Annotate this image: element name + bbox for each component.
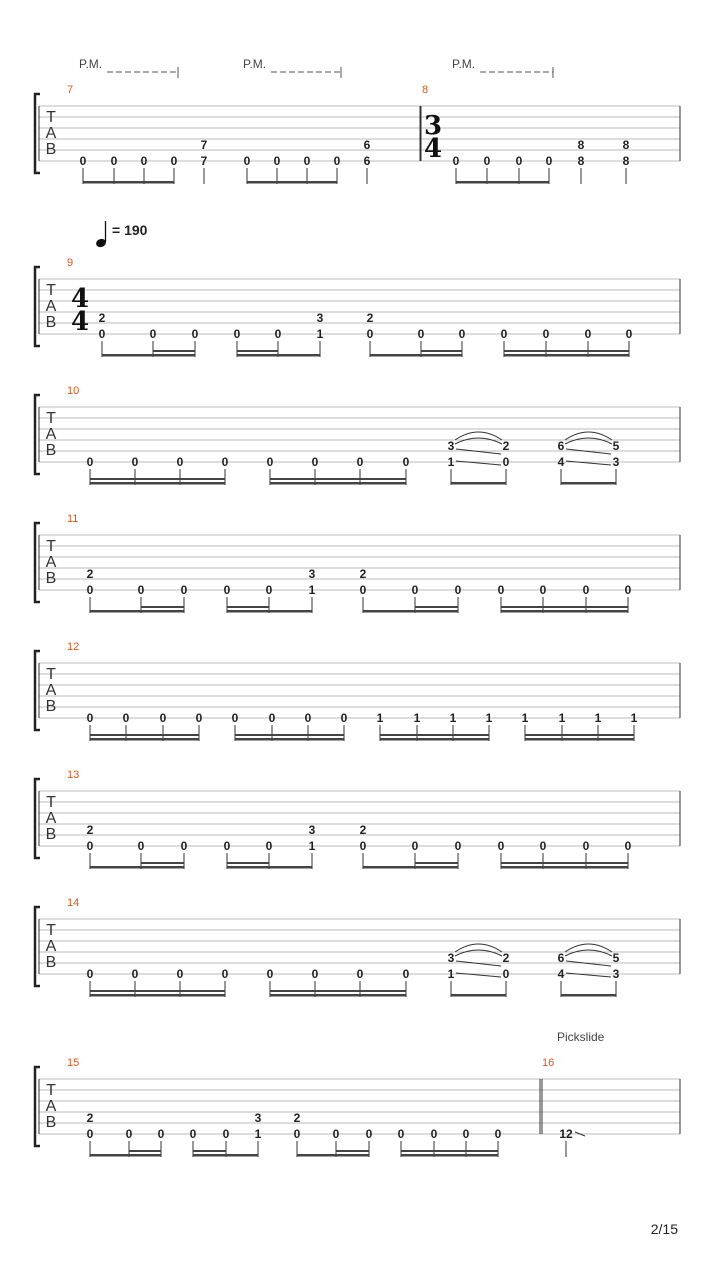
note-beam-secondary (336, 1150, 369, 1152)
fret-number: 0 (293, 1127, 301, 1141)
fret-number: 0 (265, 583, 273, 597)
fret-number: 0 (243, 154, 251, 168)
fret-number: 0 (176, 967, 184, 981)
note-beam (247, 181, 337, 184)
fret-number: 0 (340, 711, 348, 725)
note-beam (561, 482, 616, 485)
fret-number: 0 (497, 839, 505, 853)
tempo-marking: = 190 (112, 222, 148, 238)
fret-number: 0 (311, 967, 319, 981)
measure-number: 13 (67, 769, 80, 781)
measure-number: 16 (542, 1057, 555, 1069)
fret-number: 0 (417, 327, 425, 341)
tab-system (35, 513, 680, 613)
fret-number: 0 (397, 1127, 405, 1141)
time-signature-denominator: 4 (423, 134, 443, 164)
note-beam (456, 181, 549, 184)
fret-number: 0 (131, 455, 139, 469)
note-beam-secondary (504, 350, 629, 352)
fret-number: 6 (557, 439, 565, 453)
pickslide-label: Pickslide (557, 1030, 605, 1044)
fret-number: 0 (542, 327, 550, 341)
tab-system (35, 385, 680, 485)
fret-number: 0 (304, 711, 312, 725)
tab-letter: A (45, 298, 57, 315)
fret-number: 0 (86, 711, 94, 725)
tab-letter: T (46, 109, 56, 126)
note-beam-secondary (501, 606, 628, 608)
note-beam (90, 738, 199, 741)
note-beam (270, 994, 406, 997)
note-beam (525, 738, 634, 741)
note-beam-secondary (129, 1150, 161, 1152)
tab-letter: B (45, 570, 57, 587)
note-beam (90, 610, 184, 613)
fret-number: 8 (622, 138, 630, 152)
note-beam-secondary (227, 606, 269, 608)
fret-number: 0 (110, 154, 118, 168)
tab-letter: A (45, 810, 57, 827)
note-beam (90, 994, 225, 997)
fret-number: 1 (630, 711, 638, 725)
fret-number: 0 (359, 583, 367, 597)
fret-number: 7 (200, 154, 208, 168)
tab-letter: A (45, 426, 57, 443)
fret-number: 3 (612, 967, 620, 981)
tab-system (35, 257, 680, 357)
fret-number: 0 (131, 967, 139, 981)
fret-number: 3 (308, 567, 316, 581)
note-beam-secondary (380, 734, 489, 736)
fret-number: 3 (254, 1111, 262, 1125)
note-beam-secondary (90, 734, 199, 736)
measure-number: 12 (67, 641, 80, 653)
fret-number: 1 (558, 711, 566, 725)
fret-number: 0 (122, 711, 130, 725)
tab-system (35, 769, 680, 869)
tab-letter: T (46, 922, 56, 939)
note-beam (401, 1154, 498, 1157)
fret-number: 0 (515, 154, 523, 168)
fret-number: 0 (502, 967, 510, 981)
tab-letter: B (45, 826, 57, 843)
fret-number: 0 (584, 327, 592, 341)
fret-number: 1 (308, 583, 316, 597)
fret-number: 0 (500, 327, 508, 341)
fret-number: 2 (293, 1111, 301, 1125)
fret-number: 0 (79, 154, 87, 168)
note-beam (90, 1154, 161, 1157)
note-beam-secondary (90, 990, 225, 992)
fret-number: 0 (402, 455, 410, 469)
note-beam-secondary (193, 1150, 226, 1152)
note-beam-secondary (141, 606, 184, 608)
fret-number: 8 (622, 154, 630, 168)
note-beam-secondary (525, 734, 634, 736)
fret-number: 0 (274, 327, 282, 341)
fret-number: 0 (222, 1127, 230, 1141)
fret-number: 0 (157, 1127, 165, 1141)
tab-letter: T (46, 1082, 56, 1099)
palm-mute-label: P.M. (452, 57, 476, 71)
fret-number: 0 (233, 327, 241, 341)
fret-number: 0 (137, 583, 145, 597)
fret-number: 0 (231, 711, 239, 725)
fret-number: 0 (149, 327, 157, 341)
fret-number: 0 (545, 154, 553, 168)
tab-letter: A (45, 682, 57, 699)
slur (565, 944, 612, 952)
fret-number: 2 (502, 439, 510, 453)
measure-number: 11 (67, 513, 79, 525)
fret-number: 0 (265, 839, 273, 853)
note-beam (363, 866, 458, 869)
note-beam-secondary (235, 734, 344, 736)
fret-number: 0 (86, 455, 94, 469)
fret-number: 3 (316, 311, 324, 325)
fret-number: 0 (539, 583, 547, 597)
fret-number: 0 (266, 967, 274, 981)
fret-number: 0 (223, 583, 231, 597)
measure-number: 14 (67, 897, 80, 909)
note-beam (380, 738, 489, 741)
note-beam (227, 866, 312, 869)
slur (455, 432, 502, 440)
fret-number: 2 (359, 823, 367, 837)
fret-number: 0 (303, 154, 311, 168)
fret-number: 8 (577, 154, 585, 168)
tab-system (35, 641, 680, 741)
fret-number: 2 (359, 567, 367, 581)
palm-mute-label: P.M. (79, 57, 103, 71)
page-number: 2/15 (650, 1221, 678, 1237)
fret-number: 6 (557, 951, 565, 965)
fret-number: 0 (333, 154, 341, 168)
fret-number: 0 (454, 583, 462, 597)
fret-number: 1 (254, 1127, 262, 1141)
fret-number: 0 (268, 711, 276, 725)
measure-number: 8 (422, 84, 429, 96)
fret-number: 0 (452, 154, 460, 168)
note-beam (102, 354, 195, 357)
measure-number: 7 (67, 84, 74, 96)
note-beam (83, 181, 174, 184)
fret-number: 5 (612, 439, 620, 453)
note-beam-secondary (401, 1150, 498, 1152)
fret-number: 0 (539, 839, 547, 853)
note-beam-secondary (501, 862, 628, 864)
note-beam (227, 610, 312, 613)
fret-number: 0 (582, 583, 590, 597)
note-beam (363, 610, 458, 613)
fret-number: 0 (221, 967, 229, 981)
fret-number: 0 (86, 583, 94, 597)
fret-number: 2 (86, 1111, 94, 1125)
note-beam (235, 738, 344, 741)
fret-number: 2 (366, 311, 374, 325)
note-beam-secondary (153, 350, 195, 352)
note-beam (370, 354, 462, 357)
measure-number: 15 (67, 1057, 80, 1069)
fret-number: 2 (86, 567, 94, 581)
note-beam (297, 1154, 369, 1157)
note-beam-secondary (415, 862, 458, 864)
note-beam (237, 354, 320, 357)
fret-number: 5 (612, 951, 620, 965)
note-beam-secondary (227, 862, 269, 864)
fret-number: 0 (273, 154, 281, 168)
measure-number: 10 (67, 385, 80, 397)
fret-number: 0 (266, 455, 274, 469)
fret-number: 1 (521, 711, 529, 725)
fret-number: 0 (191, 327, 199, 341)
fret-number: 12 (559, 1127, 573, 1141)
note-beam (90, 866, 184, 869)
fret-number: 0 (170, 154, 178, 168)
palm-mute-label: P.M. (243, 57, 267, 71)
tab-letter: T (46, 410, 56, 427)
fret-number: 0 (365, 1127, 373, 1141)
tab-letter: B (45, 141, 57, 158)
fret-number: 4 (557, 455, 565, 469)
tab-letter: A (45, 938, 57, 955)
fret-number: 0 (411, 583, 419, 597)
fret-number: 6 (363, 138, 371, 152)
fret-number: 0 (195, 711, 203, 725)
fret-number: 1 (447, 967, 455, 981)
fret-number: 0 (180, 839, 188, 853)
fret-number: 0 (137, 839, 145, 853)
note-beam (193, 1154, 258, 1157)
fret-number: 1 (308, 839, 316, 853)
fret-number: 0 (311, 455, 319, 469)
note-beam (451, 482, 506, 485)
fret-number: 3 (447, 951, 455, 965)
fret-number: 1 (316, 327, 324, 341)
tab-letter: T (46, 666, 56, 683)
fret-number: 0 (624, 839, 632, 853)
slur (455, 950, 502, 956)
fret-number: 0 (624, 583, 632, 597)
fret-number: 0 (86, 1127, 94, 1141)
tab-letter: B (45, 442, 57, 459)
time-signature-numerator: 4 (70, 284, 90, 314)
note-beam-secondary (415, 606, 458, 608)
slur (565, 438, 612, 444)
fret-number: 0 (332, 1127, 340, 1141)
tab-letter: T (46, 794, 56, 811)
fret-number: 0 (430, 1127, 438, 1141)
tab-letter: A (45, 554, 57, 571)
tab-letter: T (46, 282, 56, 299)
note-beam (561, 994, 616, 997)
fret-number: 0 (402, 967, 410, 981)
fret-number: 0 (359, 839, 367, 853)
fret-number: 2 (502, 951, 510, 965)
fret-number: 0 (458, 327, 466, 341)
note-beam (504, 354, 629, 357)
fret-number: 0 (356, 455, 364, 469)
note-beam (501, 610, 628, 613)
fret-number: 0 (497, 583, 505, 597)
slur (455, 438, 502, 444)
note-beam (501, 866, 628, 869)
tab-letter: B (45, 954, 57, 971)
fret-number: 2 (98, 311, 106, 325)
fret-number: 1 (447, 455, 455, 469)
fret-number: 4 (557, 967, 565, 981)
fret-number: 0 (86, 839, 94, 853)
measure-number: 9 (67, 257, 74, 269)
fret-number: 0 (176, 455, 184, 469)
fret-number: 3 (447, 439, 455, 453)
fret-number: 0 (159, 711, 167, 725)
time-signature-denominator: 4 (70, 307, 90, 337)
tab-system (35, 84, 680, 184)
fret-number: 0 (625, 327, 633, 341)
slur (565, 950, 612, 956)
tab-letter: A (45, 1098, 57, 1115)
note-beam-secondary (421, 350, 462, 352)
tab-system (35, 1057, 680, 1157)
fret-number: 0 (366, 327, 374, 341)
fret-number: 1 (449, 711, 457, 725)
tab-letter: A (45, 125, 57, 142)
fret-number: 0 (140, 154, 148, 168)
slur (565, 432, 612, 440)
tab-letter: B (45, 698, 57, 715)
tab-letter: T (46, 538, 56, 555)
fret-number: 2 (86, 823, 94, 837)
fret-number: 1 (594, 711, 602, 725)
tab-system (35, 897, 680, 997)
note-beam-secondary (270, 478, 406, 480)
note-beam (451, 994, 506, 997)
fret-number: 8 (577, 138, 585, 152)
fret-number: 0 (502, 455, 510, 469)
fret-number: 0 (411, 839, 419, 853)
fret-number: 1 (376, 711, 384, 725)
fret-number: 0 (221, 455, 229, 469)
time-signature-numerator: 3 (423, 111, 443, 141)
fret-number: 0 (356, 967, 364, 981)
fret-number: 0 (98, 327, 106, 341)
note-beam-secondary (270, 990, 406, 992)
fret-number: 0 (494, 1127, 502, 1141)
fret-number: 0 (462, 1127, 470, 1141)
note-beam-secondary (141, 862, 184, 864)
fret-number: 3 (308, 823, 316, 837)
note-beam-secondary (90, 478, 225, 480)
tab-letter: B (45, 1114, 57, 1131)
fret-number: 1 (413, 711, 421, 725)
fret-number: 0 (86, 967, 94, 981)
note-beam (270, 482, 406, 485)
fret-number: 7 (200, 138, 208, 152)
fret-number: 0 (189, 1127, 197, 1141)
fret-number: 0 (483, 154, 491, 168)
fret-number: 0 (180, 583, 188, 597)
slur (455, 944, 502, 952)
fret-number: 0 (125, 1127, 133, 1141)
fret-number: 3 (612, 455, 620, 469)
fret-number: 0 (454, 839, 462, 853)
note-beam (90, 482, 225, 485)
fret-number: 0 (223, 839, 231, 853)
fret-number: 0 (582, 839, 590, 853)
note-beam-secondary (237, 350, 278, 352)
tab-letter: B (45, 314, 57, 331)
fret-number: 1 (485, 711, 493, 725)
fret-number: 6 (363, 154, 371, 168)
